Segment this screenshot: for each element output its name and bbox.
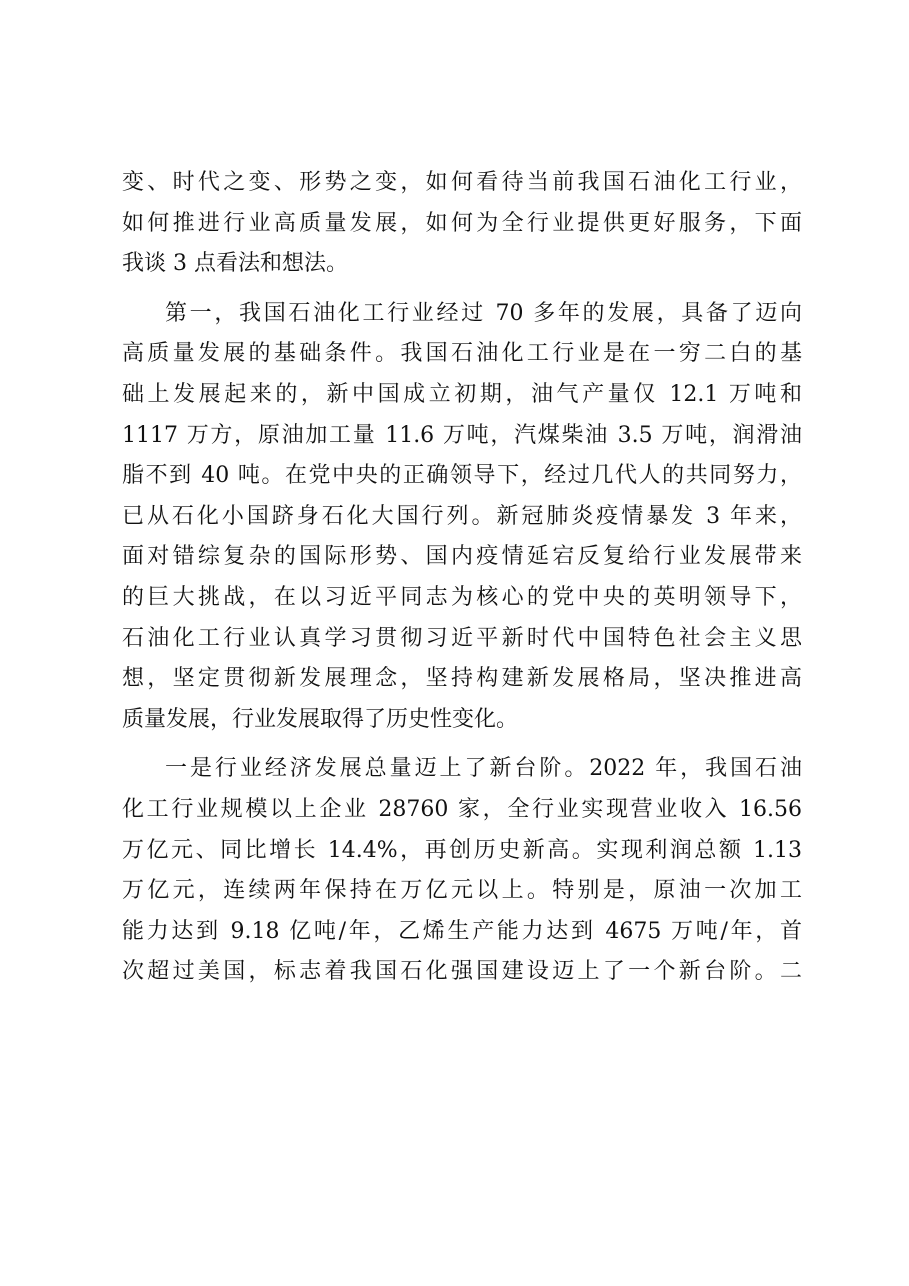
text-line: 次超过美国，标志着我国石化强国建设迈上了一个新台阶。二 (122, 959, 802, 985)
text-line: 如何推进行业高质量发展，如何为全行业提供更好服务，下面 (122, 210, 802, 236)
text-line: 已从石化小国跻身石化大国行列。新冠肺炎疫情暴发 3 年来， (122, 503, 802, 529)
text-line: 石油化工行业认真学习贯彻习近平新时代中国特色社会主义思 (122, 625, 802, 651)
text-line: 第一，我国石油化工行业经过 70 多年的发展，具备了迈向 (165, 300, 802, 326)
text-line: 一是行业经济发展总量迈上了新台阶。2022 年，我国石油 (165, 756, 802, 782)
text-line: 高质量发展的基础条件。我国石油化工行业是在一穷二白的基 (122, 341, 802, 367)
text-line: 的巨大挑战，在以习近平同志为核心的党中央的英明领导下， (122, 584, 802, 610)
text-line: 面对错综复杂的国际形势、国内疫情延宕反复给行业发展带来 (122, 544, 802, 570)
text-line: 础上发展起来的，新中国成立初期，油气产量仅 12.1 万吨和 (122, 381, 802, 407)
text-line: 脂不到 40 吨。在党中央的正确领导下，经过几代人的共同努力， (122, 463, 802, 489)
text-line: 能力达到 9.18 亿吨/年，乙烯生产能力达到 4675 万吨/年，首 (122, 918, 802, 944)
text-line: 1117 万方，原油加工量 11.6 万吨，汽煤柴油 3.5 万吨，润滑油 (122, 422, 802, 448)
text-line: 想，坚定贯彻新发展理念，坚持构建新发展格局，坚决推进高 (122, 666, 802, 692)
document-body (122, 163, 802, 993)
text-line: 万亿元、同比增长 14.4%，再创历史新高。实现利润总额 1.13 (122, 837, 802, 863)
paragraph-point-one (122, 294, 802, 741)
text-line: 质量发展，行业发展取得了历史性变化。 (122, 706, 519, 732)
paragraph-sub-point-one (122, 749, 802, 993)
text-line: 化工行业规模以上企业 28760 家，全行业实现营业收入 16.56 (122, 796, 802, 822)
paragraph-intro-continuation (122, 163, 802, 285)
text-line: 万亿元，连续两年保持在万亿元以上。特别是，原油一次加工 (122, 878, 802, 904)
text-line: 我谈 3 点看法和想法。 (122, 251, 348, 277)
text-line: 变、时代之变、形势之变，如何看待当前我国石油化工行业， (122, 170, 802, 195)
